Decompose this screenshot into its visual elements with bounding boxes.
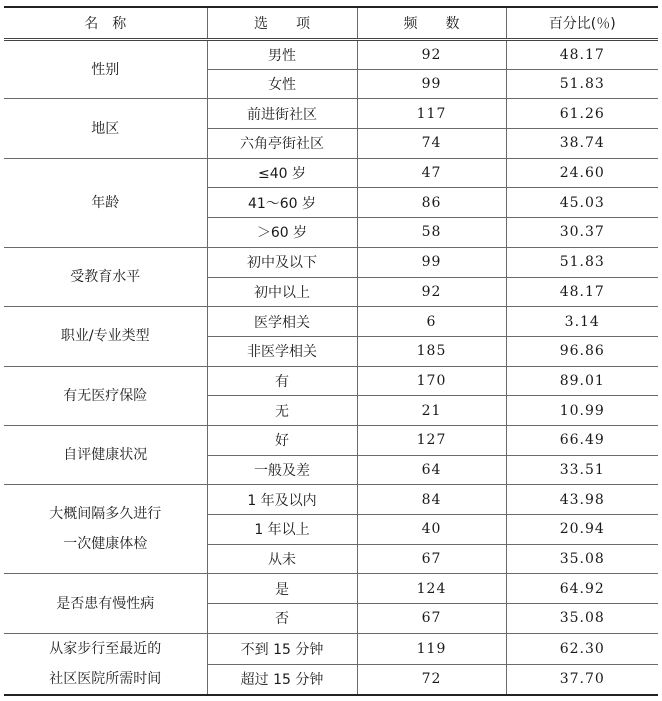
frequency-cell: 6 <box>357 307 506 337</box>
option-cell: 女性 <box>207 69 357 99</box>
frequency-cell: 119 <box>357 633 506 664</box>
group-name-line: 是否患有慢性病 <box>56 595 155 612</box>
group-name-line: 性别 <box>91 61 120 78</box>
table-row <box>4 307 658 337</box>
percentage-cell: 10.99 <box>506 396 658 426</box>
option-cell: 否 <box>207 604 357 634</box>
percentage-cell: 35.08 <box>506 544 658 574</box>
header-percentage: 百分比(％) <box>506 7 658 40</box>
frequency-cell: 84 <box>357 485 506 515</box>
option-cell: 男性 <box>207 40 357 70</box>
group-name-cell <box>4 307 207 366</box>
table-row <box>4 158 658 188</box>
percentage-cell: 89.01 <box>506 366 658 396</box>
group-name-line: 受教育水平 <box>70 269 141 285</box>
option-cell: 超过 15 分钟 <box>207 664 357 695</box>
group-name-cell <box>4 247 207 306</box>
frequency-cell: 117 <box>357 99 506 129</box>
group-name-cell <box>4 425 207 484</box>
group-name-cell <box>4 485 207 574</box>
option-cell: 前进街社区 <box>207 99 357 129</box>
option-cell: 一般及差 <box>207 455 357 485</box>
option-cell: 非医学相关 <box>207 336 357 366</box>
group-name-cell <box>4 158 207 247</box>
table-header <box>4 7 658 40</box>
group-name-line: 社区医院所需时间 <box>49 670 162 687</box>
option-cell: 无 <box>207 396 357 426</box>
table-body <box>4 40 658 696</box>
group-name-line: 地区 <box>91 120 120 137</box>
option-cell: 初中以上 <box>207 277 357 307</box>
group-name-cell <box>4 99 207 158</box>
option-cell: 初中及以下 <box>207 247 357 277</box>
percentage-cell: 24.60 <box>506 158 658 188</box>
group-name-cell <box>4 574 207 633</box>
group-name-cell <box>4 40 207 99</box>
percentage-cell: 45.03 <box>506 188 658 218</box>
option-cell: ＞60 岁 <box>207 218 357 248</box>
percentage-cell: 64.92 <box>506 574 658 604</box>
frequency-cell: 21 <box>357 396 506 426</box>
percentage-cell: 3.14 <box>506 307 658 337</box>
option-cell: 从未 <box>207 544 357 574</box>
frequency-cell: 127 <box>357 425 506 455</box>
table-row <box>4 247 658 277</box>
percentage-cell: 48.17 <box>506 277 658 307</box>
percentage-cell: 51.83 <box>506 247 658 277</box>
percentage-cell: 48.17 <box>506 40 658 70</box>
table-row <box>4 366 658 396</box>
header-frequency: 频 数 <box>357 7 506 40</box>
table-row <box>4 485 658 515</box>
table-row <box>4 40 658 70</box>
percentage-cell: 38.74 <box>506 129 658 159</box>
header-name: 名 称 <box>4 7 207 40</box>
frequency-cell: 72 <box>357 664 506 695</box>
option-cell: ≤40 岁 <box>207 158 357 188</box>
percentage-cell: 96.86 <box>506 336 658 366</box>
group-name-line: 从家步行至最近的 <box>49 640 162 657</box>
frequency-cell: 67 <box>357 604 506 634</box>
group-name-line: 职业/专业类型 <box>60 328 150 345</box>
option-cell: 六角亭街社区 <box>207 129 357 159</box>
option-cell: 好 <box>207 425 357 455</box>
percentage-cell: 35.08 <box>506 604 658 634</box>
group-name-line: 年龄 <box>91 194 120 211</box>
frequency-cell: 74 <box>357 129 506 159</box>
option-cell: 是 <box>207 574 357 604</box>
percentage-cell: 66.49 <box>506 425 658 455</box>
table-row <box>4 425 658 455</box>
group-name-line: 一次健康体检 <box>63 536 148 553</box>
frequency-cell: 185 <box>357 336 506 366</box>
option-cell: 医学相关 <box>207 307 357 337</box>
frequency-cell: 58 <box>357 218 506 248</box>
percentage-cell: 61.26 <box>506 99 658 129</box>
percentage-cell: 30.37 <box>506 218 658 248</box>
group-name-cell <box>4 633 207 695</box>
frequency-cell: 170 <box>357 366 506 396</box>
percentage-cell: 51.83 <box>506 69 658 99</box>
table-row <box>4 99 658 129</box>
option-cell: 有 <box>207 366 357 396</box>
frequency-cell: 99 <box>357 69 506 99</box>
percentage-cell: 20.94 <box>506 515 658 545</box>
group-name-line: 自评健康状况 <box>63 447 148 464</box>
frequency-cell: 92 <box>357 40 506 70</box>
percentage-cell: 43.98 <box>506 485 658 515</box>
frequency-cell: 124 <box>357 574 506 604</box>
option-cell: 1 年及以内 <box>207 485 357 515</box>
header-row <box>4 7 658 40</box>
group-name-line: 大概间隔多久进行 <box>49 506 162 523</box>
frequency-cell: 99 <box>357 247 506 277</box>
group-name-cell <box>4 366 207 425</box>
survey-demographics-table <box>4 6 658 696</box>
frequency-cell: 86 <box>357 188 506 218</box>
option-cell: 41～60 岁 <box>207 188 357 218</box>
group-name-line: 有无医疗保险 <box>63 387 148 404</box>
frequency-cell: 40 <box>357 515 506 545</box>
option-cell: 1 年以上 <box>207 515 357 545</box>
table-row <box>4 574 658 604</box>
frequency-cell: 47 <box>357 158 506 188</box>
header-option: 选 项 <box>207 7 357 40</box>
frequency-cell: 64 <box>357 455 506 485</box>
percentage-cell: 62.30 <box>506 633 658 664</box>
percentage-cell: 33.51 <box>506 455 658 485</box>
frequency-cell: 67 <box>357 544 506 574</box>
percentage-cell: 37.70 <box>506 664 658 695</box>
option-cell: 不到 15 分钟 <box>207 633 357 664</box>
table-row <box>4 633 658 664</box>
frequency-cell: 92 <box>357 277 506 307</box>
